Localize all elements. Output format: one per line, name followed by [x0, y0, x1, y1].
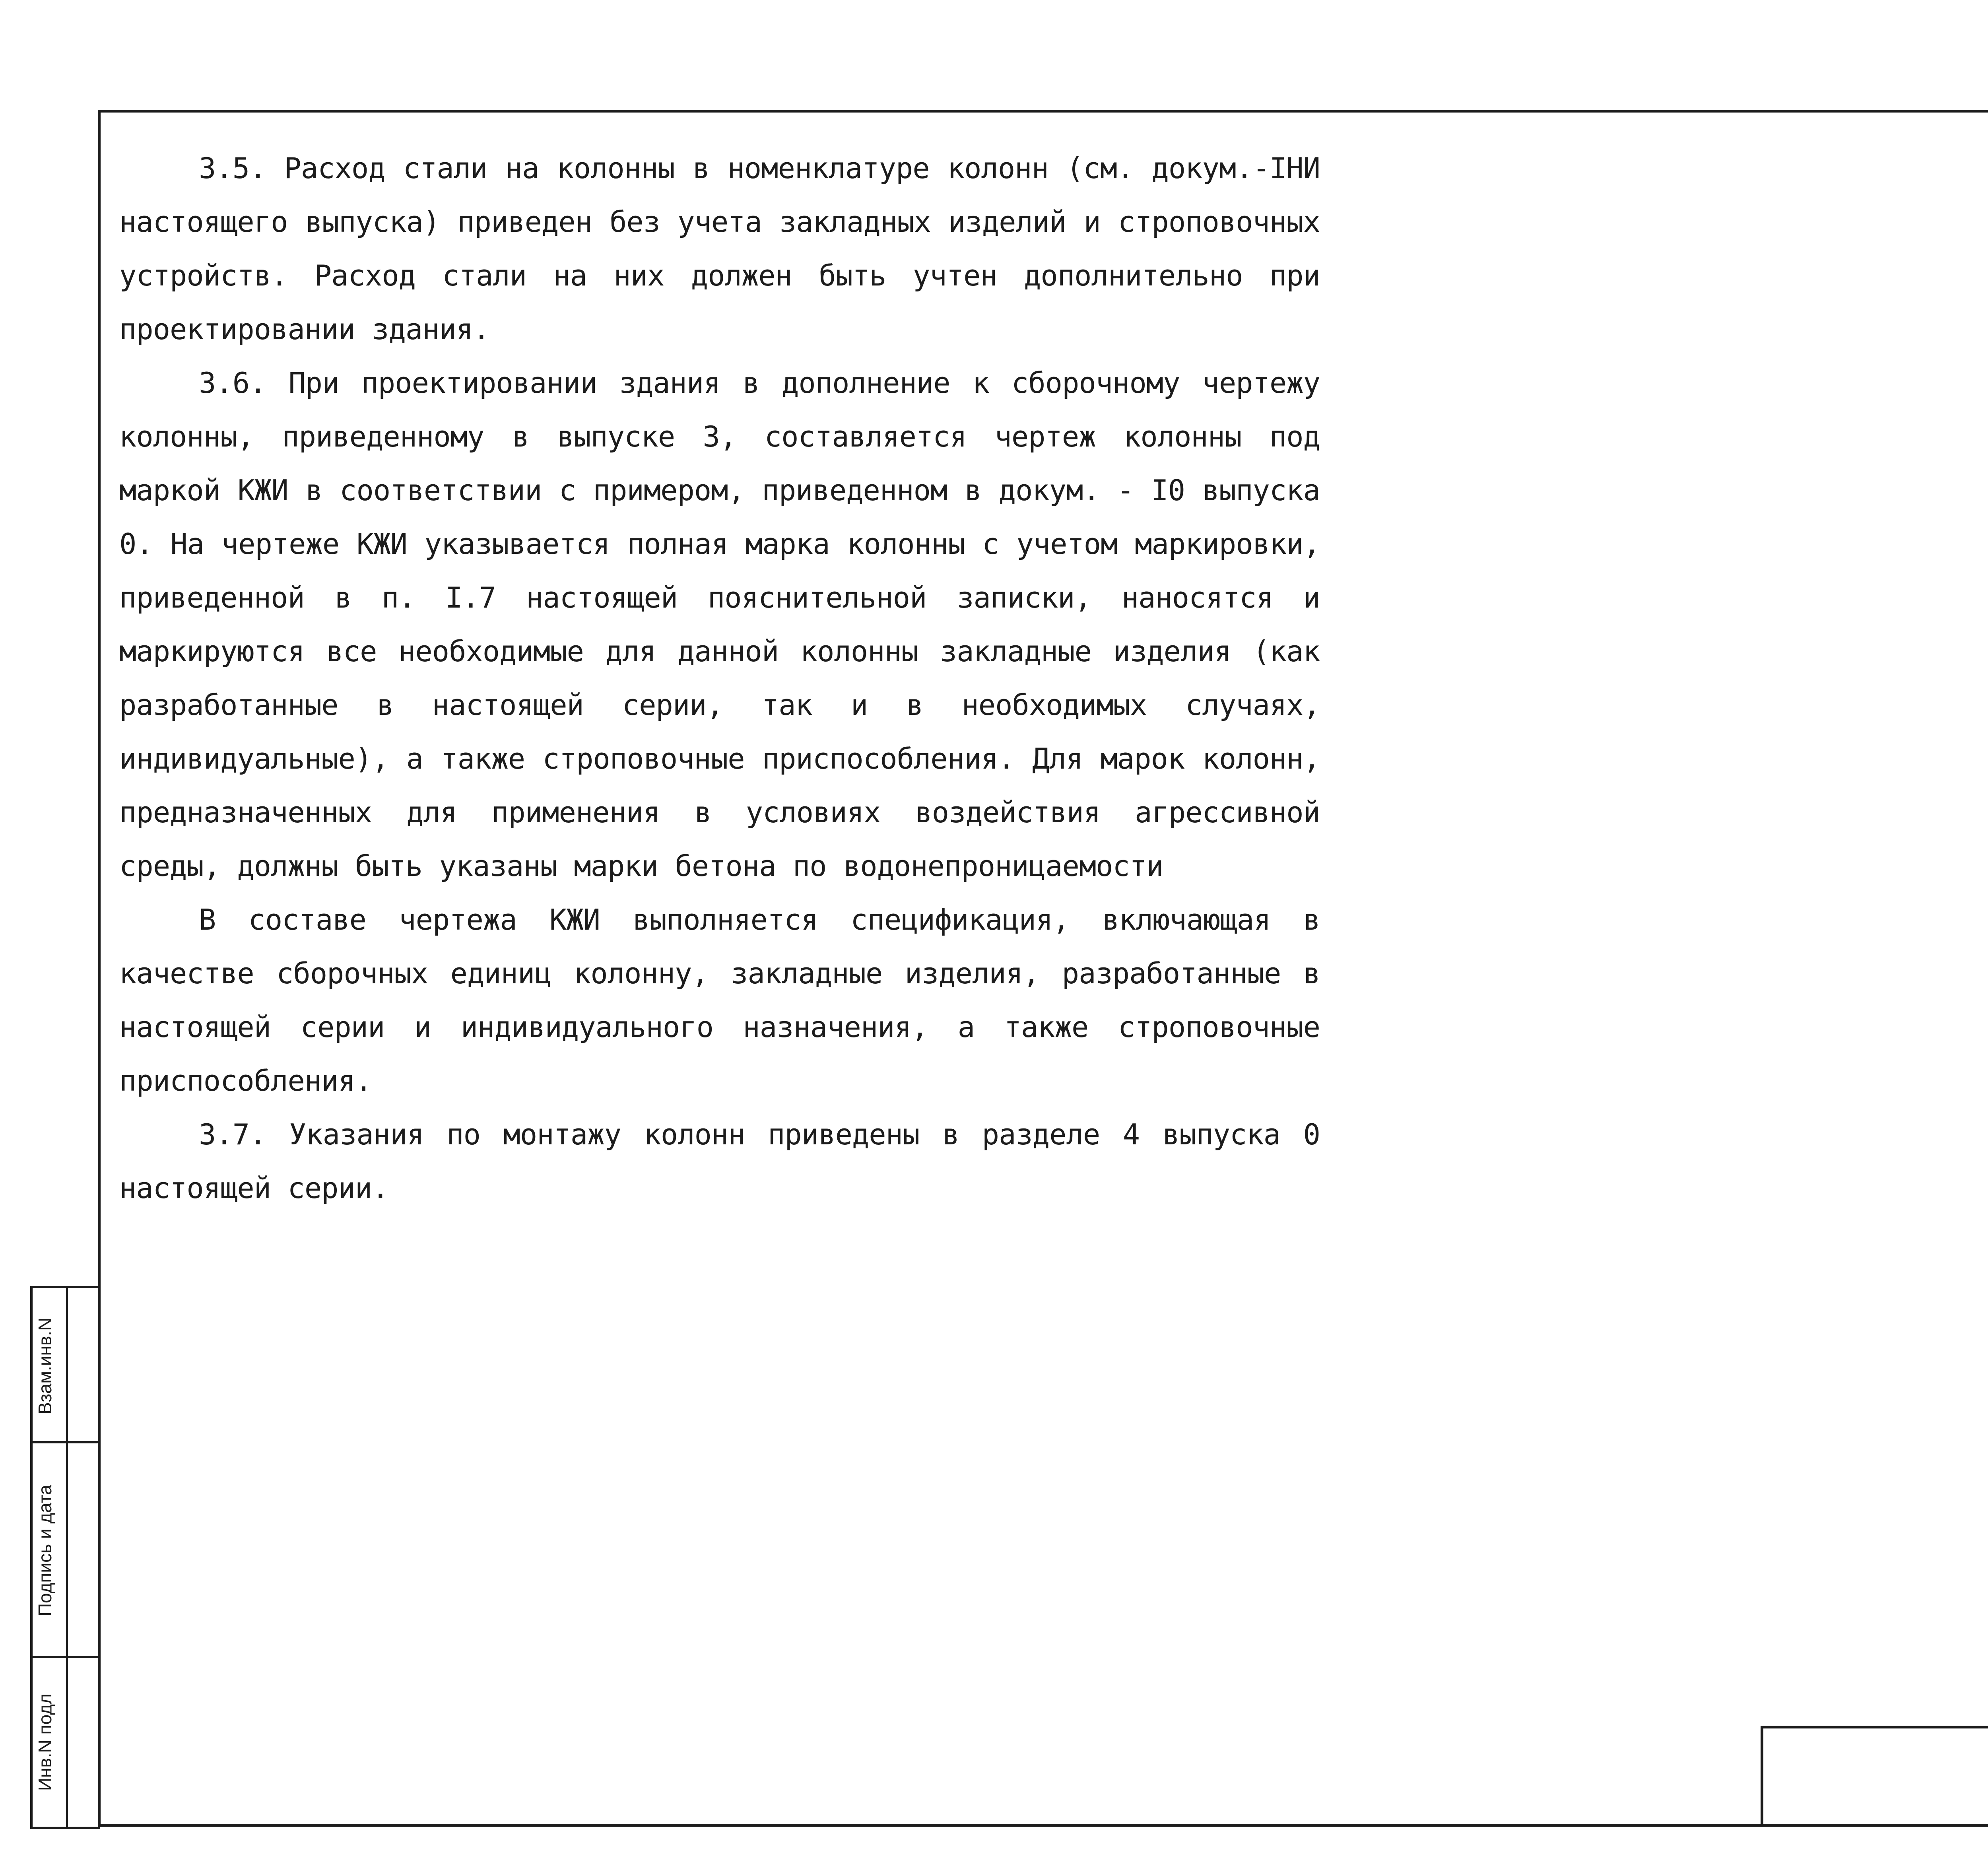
document-code	[1763, 1728, 1988, 1824]
paragraph-3-7: 3.7. Указания по монтажу колонн приведены в разделе 4 выпуска 0 настоящей серии.	[119, 1118, 1320, 1205]
inv-podl-label: Инв.N подл	[35, 1693, 55, 1791]
side-cell-podpis-data	[33, 1443, 98, 1658]
vzam-inv-label: Взам.инв.N	[35, 1317, 55, 1414]
title-block-stamp	[1761, 1726, 1988, 1827]
paragraph-specification: В составе чертежа КЖИ выполняется спецификация, включающая в качестве сборочных единиц колонну, закладные изделия, разработанные в настоящей серии и индивидуального назначения, а также строповочные приспособления.	[119, 903, 1320, 1097]
paragraph-3-5: 3.5. Расход стали на колонны в номенклатуре колонн (см. докум.-IНИ настоящего выпуска) приведен без учета закладных изделий и строповочных устройств. Расход стали на них должен быть учтен дополнительно при проектировании здания.	[119, 151, 1320, 346]
side-cell-inv-podl	[33, 1658, 98, 1827]
explanatory-note-text	[119, 142, 1320, 1215]
paragraph-3-6: 3.6. При проектировании здания в дополнение к сборочному чертежу колонны, приведенному в выпуске 3, составляется чертеж колонны под маркой КЖИ в соответствии с примером, приведенном в докум. - I0 выпуска 0. На чертеже КЖИ указывается полная марка колонны с учетом маркировки, приведенной в п. I.7 настоящей пояснительной записки, наносятся и маркируются все необходимые для данной колонны закладные изделия (как разработанные в настоящей серии, так и в необходимых случаях, индивидуальные), а также строповочные приспособления. Для марок колонн, предназначенных для применения в условиях воздействия агрессивной среды, должны быть указаны марки бетона по водонепроницаемости	[119, 366, 1320, 883]
podpis-data-label: Подпись и дата	[35, 1485, 55, 1617]
side-cell-vzam-inv	[33, 1288, 98, 1443]
side-approval-table	[30, 1286, 100, 1829]
